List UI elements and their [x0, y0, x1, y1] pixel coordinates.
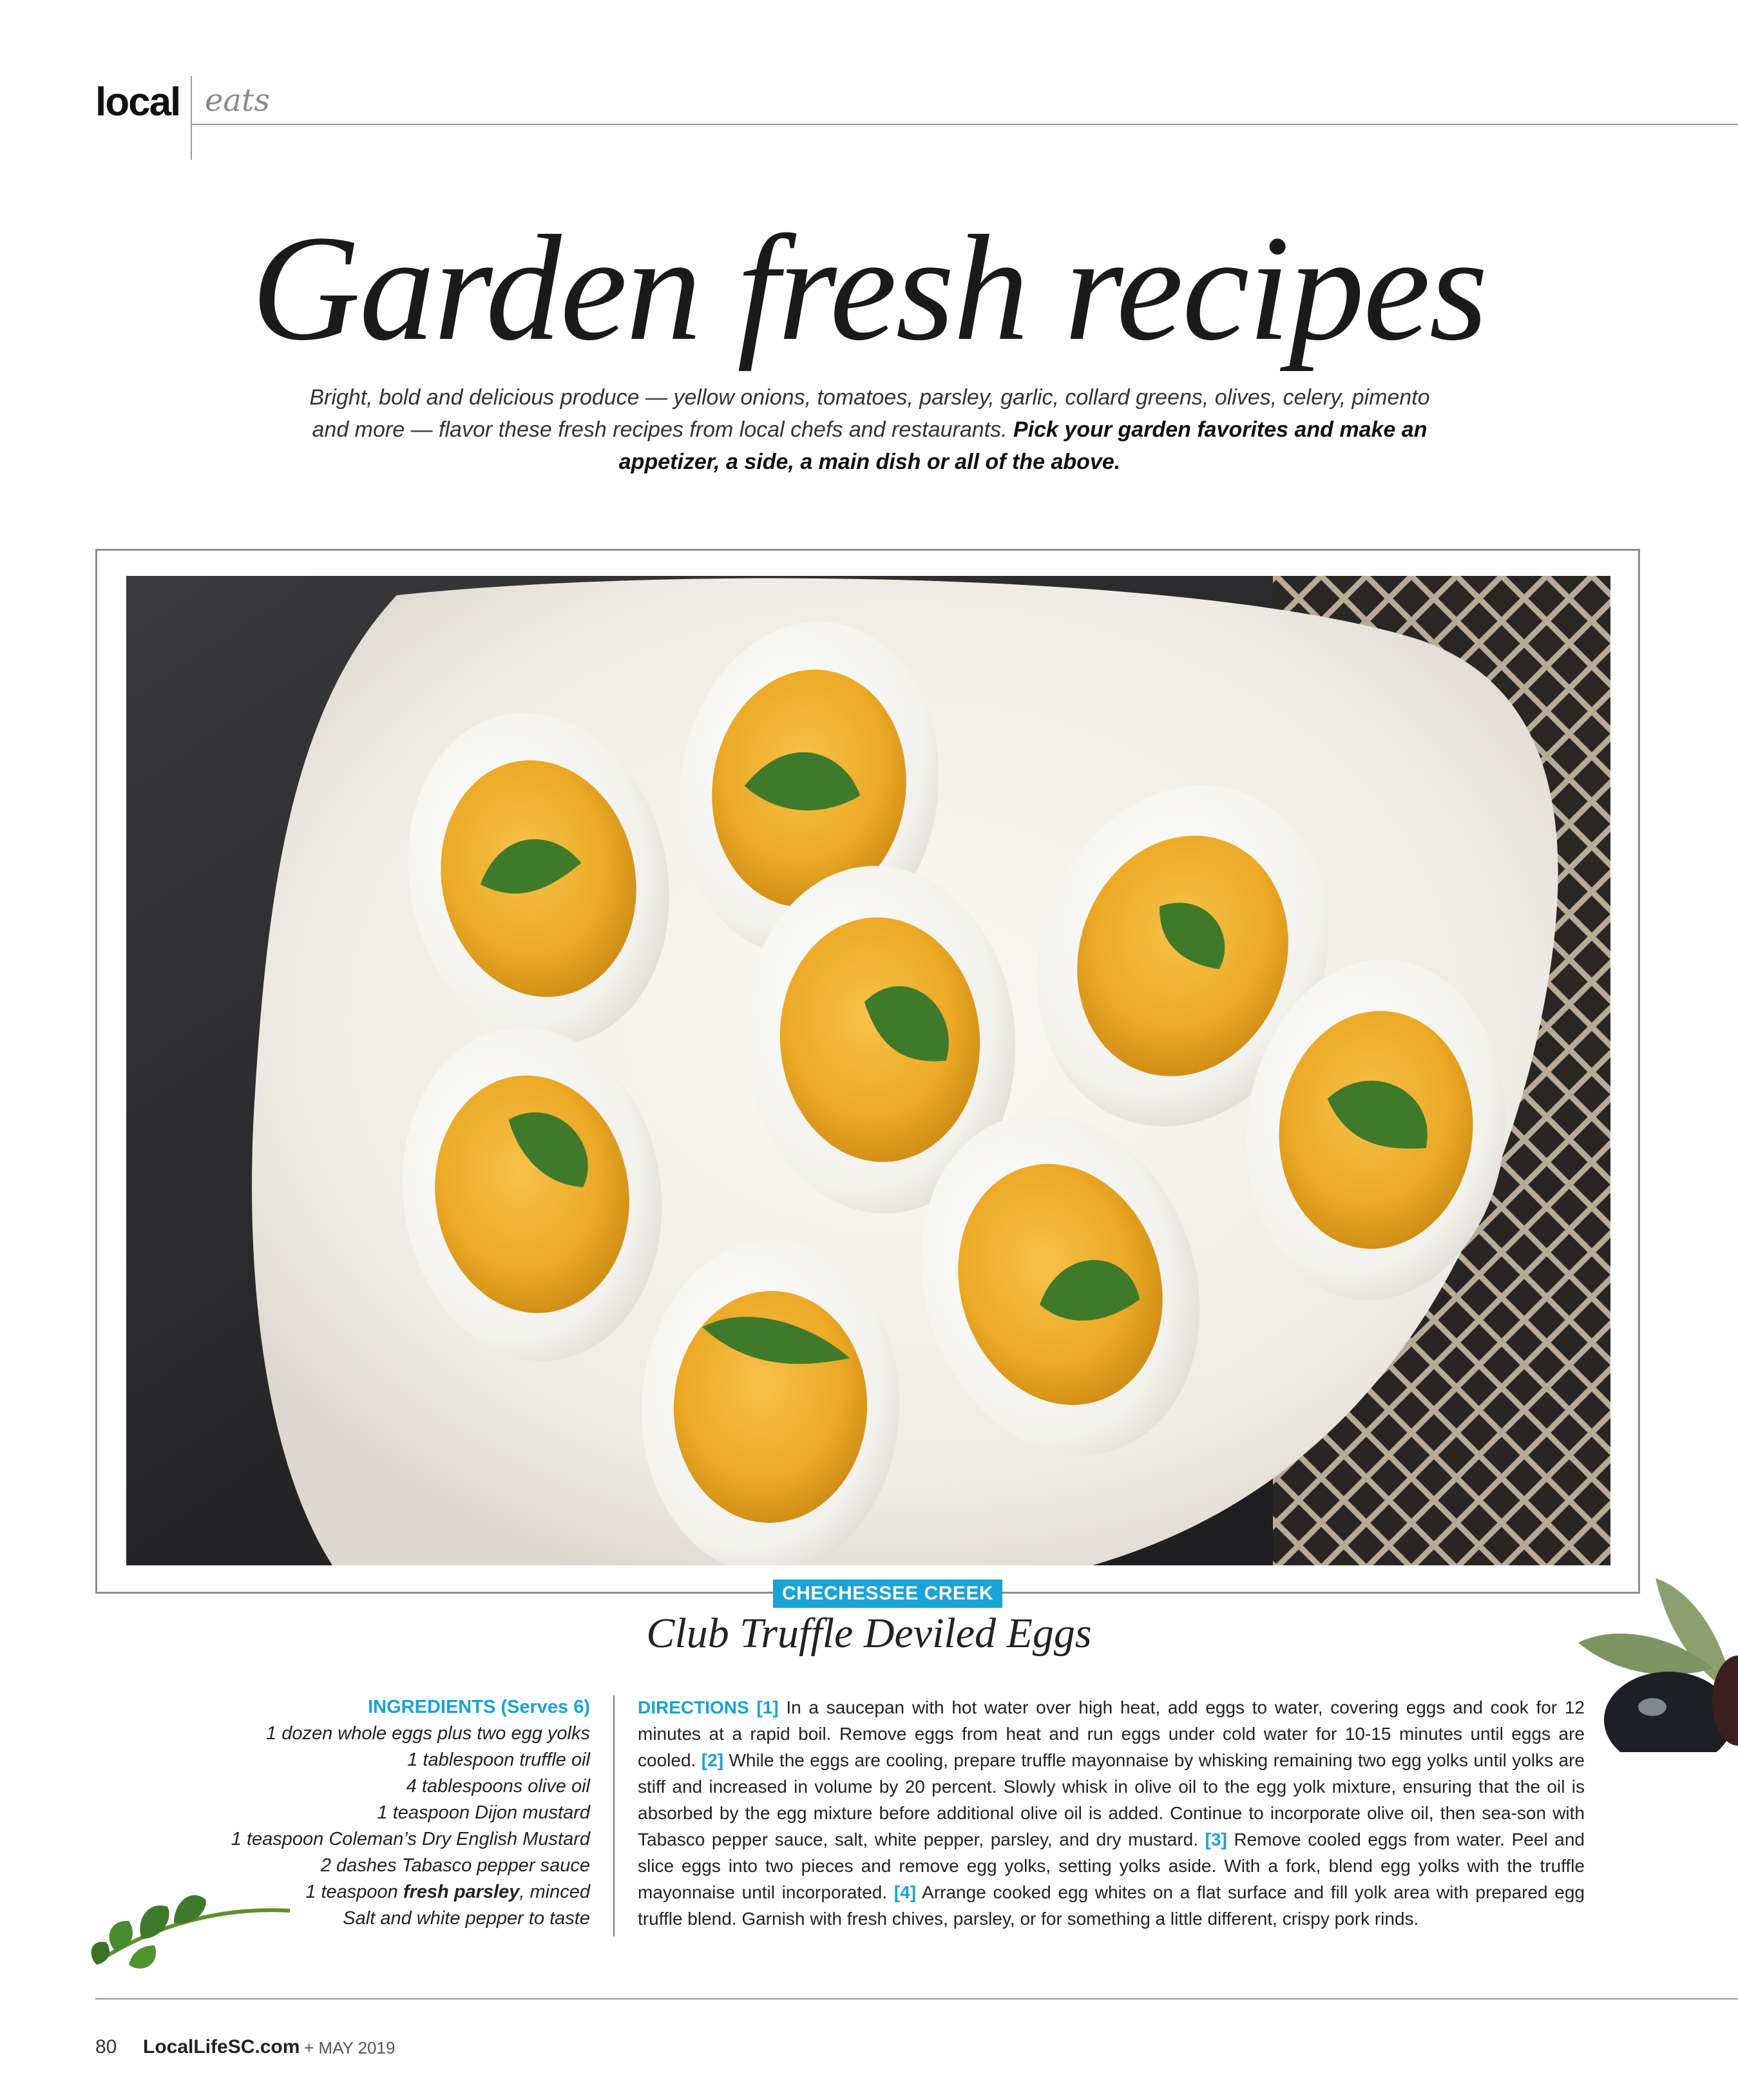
ingredient-item: 2 dashes Tabasco pepper sauce: [320, 1855, 590, 1876]
ingredients-heading: INGREDIENTS (Serves 6): [368, 1697, 590, 1717]
site-name: LocalLifeSC.com: [143, 2036, 300, 2057]
ingredient-item: 1 teaspoon Coleman’s Dry English Mustard: [231, 1829, 590, 1849]
dek-intro: Bright, bold and delicious produce — yellow onions, tomatoes, parsley, garlic, collard greens, olives, celery, pimento and more — flavor these fresh recipes from local chefs and restaurants.: [309, 385, 1430, 442]
step-marker: [2]: [701, 1750, 723, 1770]
header-rule: [191, 124, 1738, 125]
footer-rule: [95, 1998, 1738, 2000]
step-marker: [4]: [893, 1882, 917, 1902]
directions-text: [638, 1694, 1585, 1932]
ingredient-post: , minced: [519, 1882, 590, 1902]
directions-heading: DIRECTIONS: [638, 1697, 749, 1717]
ingredient-pre: 1 teaspoon: [305, 1882, 403, 1902]
dek: [309, 381, 1430, 478]
step-text: Remove cooled eggs from water. Peel and slice eggs into two pieces and remove egg yolks, setting yolks aside. With a fork, blend egg yolks with the truffle mayonnaise until incorporated.: [638, 1829, 1585, 1902]
page-title: Garden fresh recipes: [251, 204, 1487, 372]
issue-date: + MAY 2019: [304, 2038, 396, 2057]
ingredient-item: 4 tablespoons olive oil: [406, 1776, 590, 1797]
section-label: eats: [205, 82, 270, 119]
ingredient-item: Salt and white pepper to taste: [343, 1908, 590, 1929]
ingredient-bold: fresh parsley: [403, 1882, 520, 1902]
header-divider: [191, 76, 192, 160]
parsley-icon: [77, 1849, 296, 1978]
brand-logo: local: [95, 80, 180, 124]
column-divider: [613, 1695, 615, 1936]
step-text: While the eggs are cooling, prepare truffle mayonnaise by whisking remaining two egg yolks until yolks are stiff and increased in volume by 20 percent. Slowly whisk in olive oil to the egg yolk mixture, ensuring that the oil is absorbed by the egg mixture before additional olive oil is added. Continue to incorporate olive oil, then sea-son with Tabasco pepper sauce, salt, white pepper, parsley, and dry mustard.: [638, 1750, 1585, 1849]
step-text: Arrange cooked egg whites on a flat surface and fill yolk area with prepared egg truffle blend. Garnish with fresh chives, parsley, or for something a little different, crispy pork rinds.: [638, 1882, 1585, 1929]
source-badge: CHECHESSEE CREEK: [773, 1580, 1002, 1608]
step-marker: [1]: [756, 1697, 779, 1717]
step-text: In a saucepan with hot water over high heat, add eggs to water, covering eggs and cook for 12 minutes at a rapid boil. Remove eggs from heat and run eggs under cold water for 10-15 minutes until eggs are cooled.: [638, 1697, 1585, 1770]
olive-icon: [1578, 1565, 1738, 1752]
ingredient-item: 1 dozen whole eggs plus two egg yolks: [266, 1723, 590, 1744]
ingredient-item: 1 teaspoon Dijon mustard: [377, 1802, 590, 1823]
page-number: 80: [95, 2036, 117, 2057]
step-marker: [3]: [1205, 1829, 1227, 1849]
deviled-eggs-photo: [126, 576, 1610, 1565]
ingredient-item: 1 tablespoon truffle oil: [407, 1750, 590, 1770]
dek-emphasis: Pick your garden favorites and make an appetizer, a side, a main dish or all of the above.: [618, 417, 1428, 474]
recipe-title: Club Truffle Deviled Eggs: [646, 1610, 1092, 1657]
